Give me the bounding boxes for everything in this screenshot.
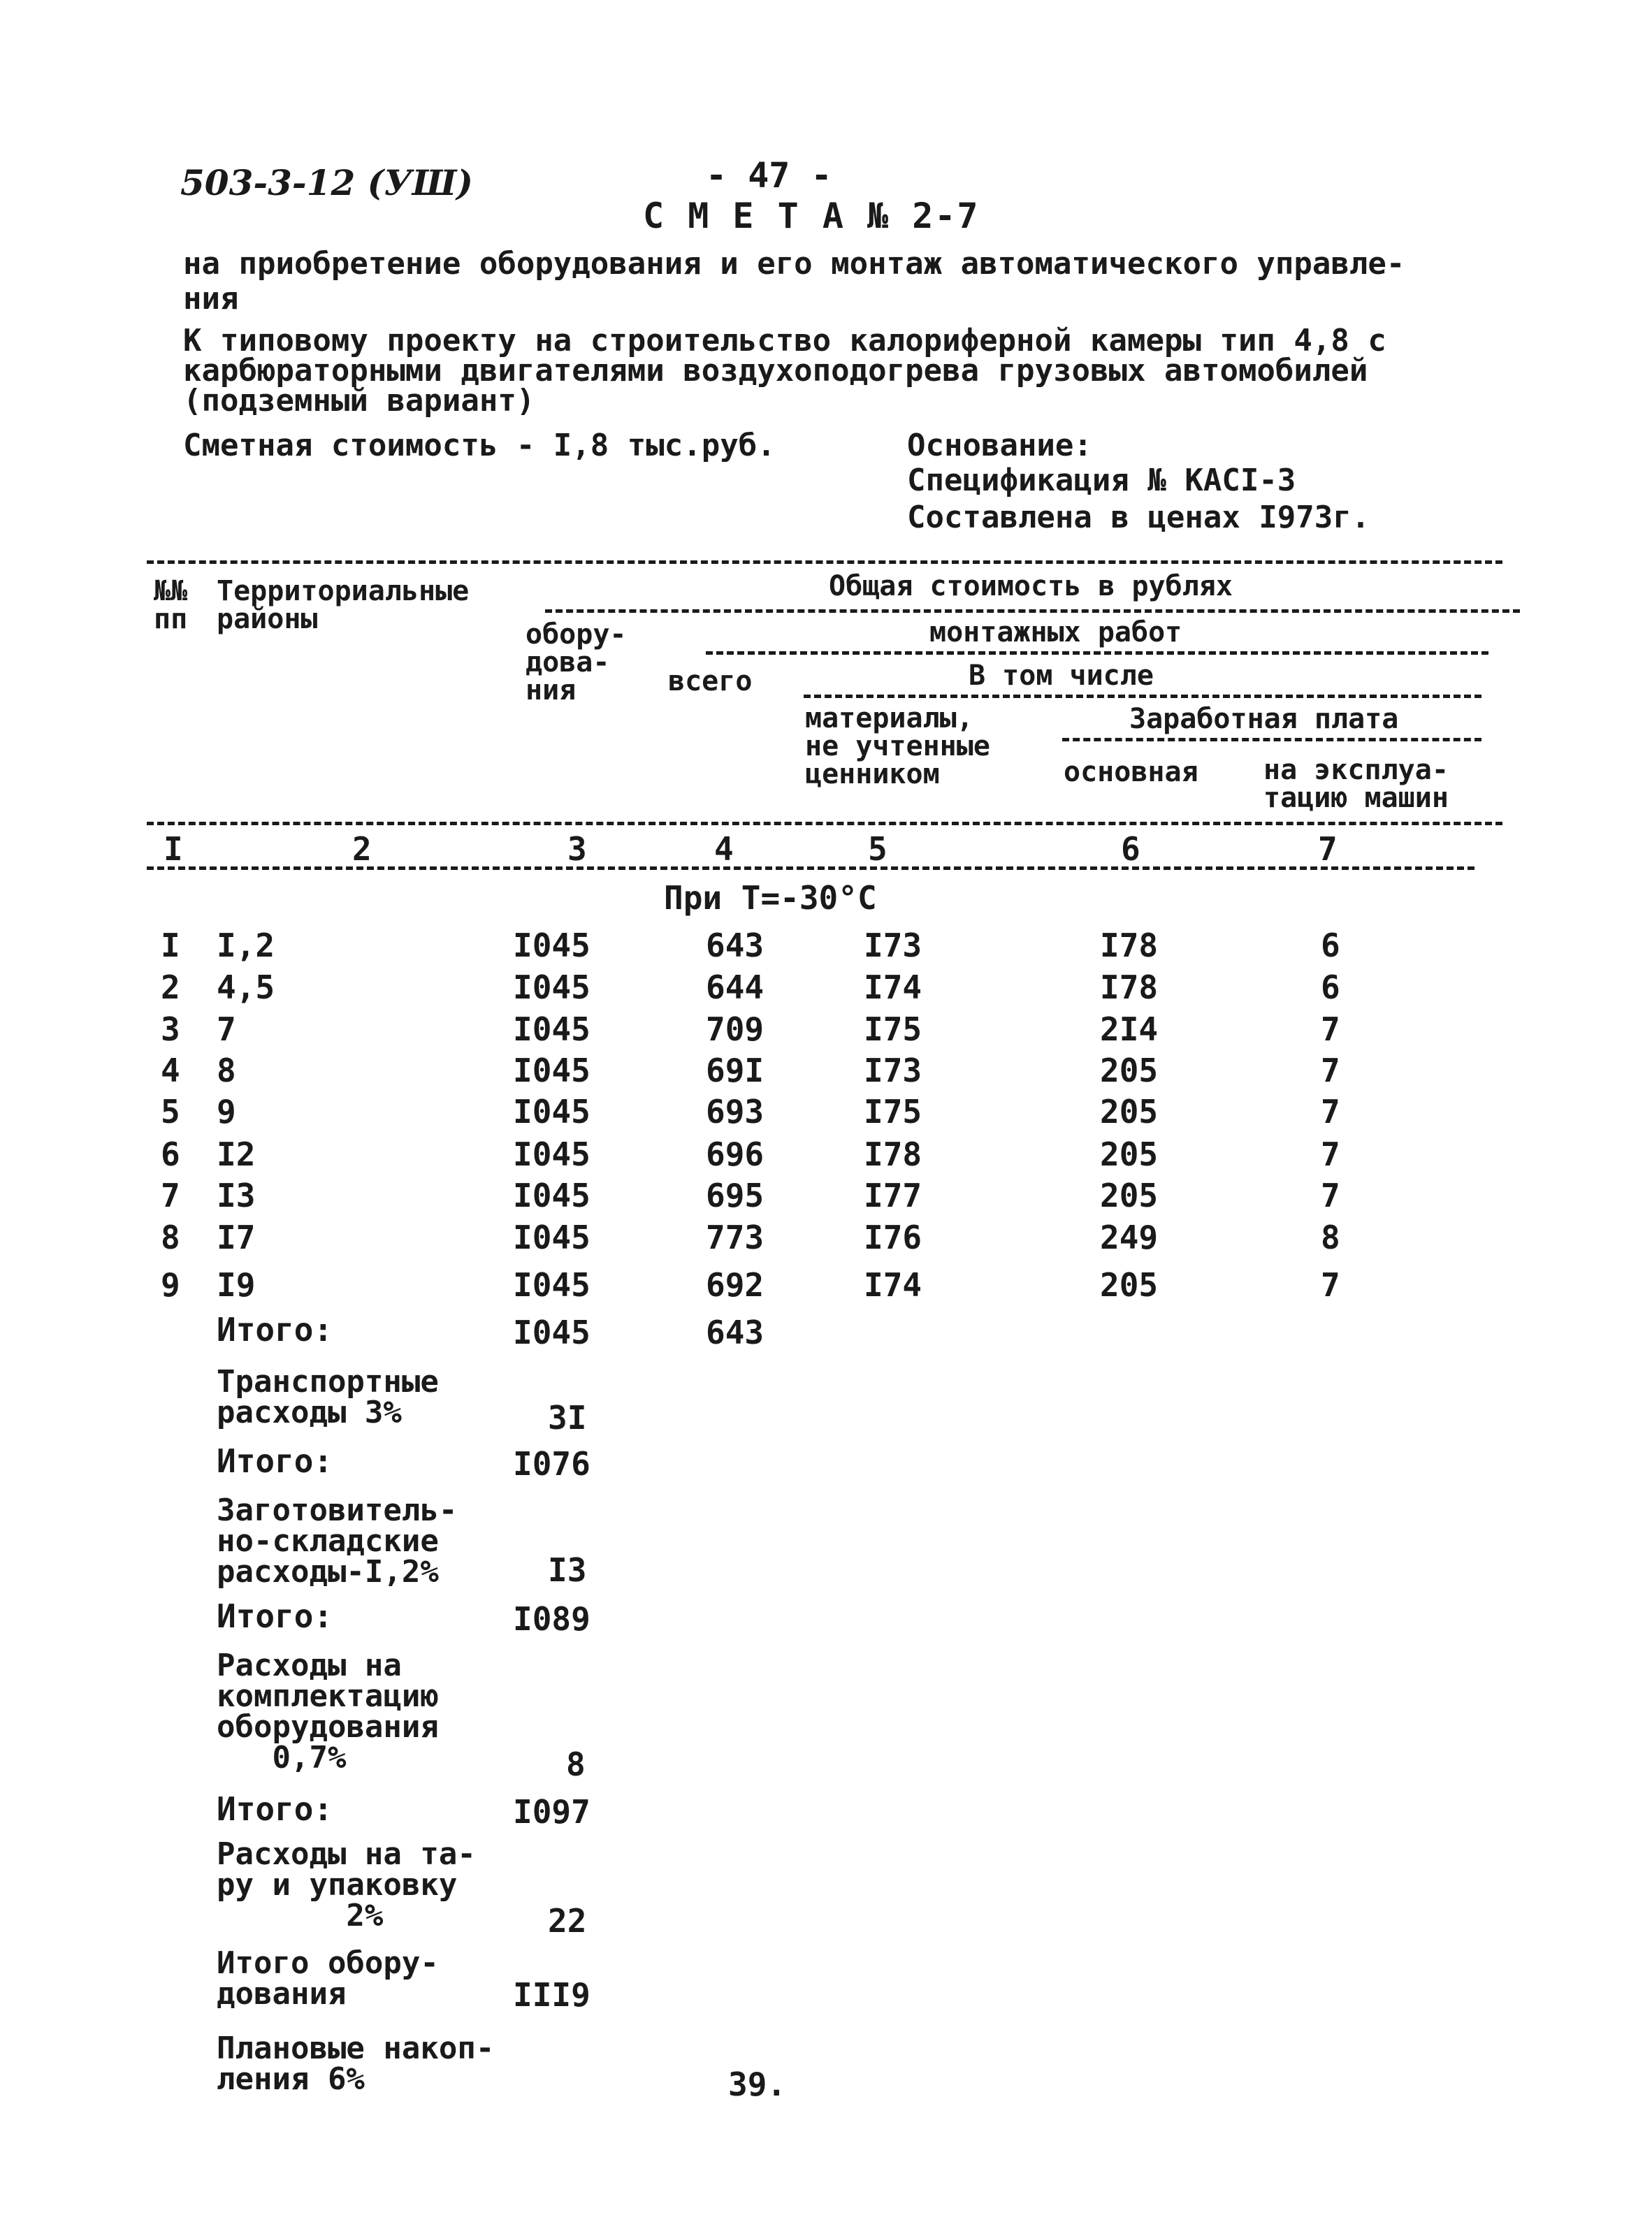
- header-materials: материалы, не учтенные ценником: [805, 702, 990, 790]
- row-materials: I75: [864, 1093, 922, 1131]
- summary-equipment: 8: [566, 1745, 586, 1783]
- header-machines: на эксплуа- тацию машин: [1263, 754, 1449, 814]
- summary-equipment: 22: [548, 1902, 587, 1940]
- row-basic: 205: [1100, 1135, 1159, 1173]
- row-total: 773: [706, 1219, 765, 1256]
- row-basic: 205: [1100, 1266, 1159, 1304]
- page-number: - 47 -: [706, 155, 832, 196]
- column-number-3: 3: [567, 830, 587, 868]
- row-basic: I78: [1100, 968, 1159, 1006]
- basis-label: Основание:: [907, 428, 1092, 463]
- summary-total: 39.: [728, 2065, 787, 2103]
- summary-equipment: III9: [513, 1976, 590, 2014]
- subject-line-2: ния: [183, 281, 239, 317]
- summary-equipment: I076: [513, 1445, 590, 1483]
- row-total: 709: [706, 1010, 765, 1048]
- row-machines: 7: [1321, 1266, 1340, 1304]
- summary-label: Итого обору- дования: [217, 1945, 439, 2012]
- row-region: I7: [217, 1219, 256, 1256]
- basis-specification: Спецификация № КАСI-3: [907, 463, 1296, 498]
- row-total: 643: [706, 927, 765, 964]
- row-materials: I76: [864, 1219, 922, 1256]
- section-title: При Т=-30°С: [664, 879, 877, 917]
- header-equipment: обору- дова- ния: [526, 618, 627, 706]
- summary-equipment: I089: [513, 1600, 590, 1638]
- row-machines: 8: [1321, 1219, 1340, 1256]
- header-col-regions: Территориальные районы: [217, 575, 470, 635]
- row-machines: 6: [1321, 968, 1340, 1006]
- header-installation: монтажных работ: [929, 616, 1182, 648]
- row-number: 2: [161, 968, 180, 1006]
- subject-line-1: на приобретение оборудования и его монтаж автоматического управле-: [183, 246, 1405, 282]
- row-number: 7: [161, 1177, 180, 1214]
- column-number-2: 2: [352, 830, 372, 868]
- row-number: 9: [161, 1266, 180, 1304]
- row-total: 692: [706, 1266, 765, 1304]
- row-basic: I78: [1100, 927, 1159, 964]
- summary-equipment: 3I: [548, 1399, 587, 1437]
- header-bottom-rule: [147, 822, 1502, 825]
- row-basic: 205: [1100, 1177, 1159, 1214]
- summary-label: Итого:: [217, 1442, 333, 1480]
- row-machines: 7: [1321, 1093, 1340, 1131]
- row-equipment: I045: [513, 1266, 590, 1304]
- column-number-1: I: [164, 830, 183, 868]
- header-including: В том числе: [969, 660, 1154, 692]
- row-machines: 7: [1321, 1052, 1340, 1089]
- row-materials: I74: [864, 1266, 922, 1304]
- row-region: I9: [217, 1266, 256, 1304]
- summary-label: Транспортные расходы 3%: [217, 1364, 439, 1430]
- column-number-7: 7: [1318, 830, 1338, 868]
- row-region: I,2: [217, 927, 275, 964]
- summary-label: Итого:: [217, 1597, 333, 1635]
- row-total: 696: [706, 1135, 765, 1173]
- summary-label: Заготовитель- но-складские расходы-I,2%: [217, 1493, 458, 1590]
- row-basic: 2I4: [1100, 1010, 1159, 1048]
- row-region: 8: [217, 1052, 236, 1089]
- table-top-rule: [147, 560, 1502, 564]
- document-code: 503-3-12 (УШ): [180, 162, 473, 203]
- row-equipment: I045: [513, 927, 590, 964]
- column-numbers-rule: [147, 866, 1475, 870]
- basis-prices: Составлена в ценах I973г.: [907, 500, 1370, 535]
- row-region: I2: [217, 1135, 256, 1173]
- row-total: 695: [706, 1177, 765, 1214]
- header-rule-1: [545, 609, 1520, 613]
- row-number: 6: [161, 1135, 180, 1173]
- row-number: 8: [161, 1219, 180, 1256]
- row-region: 9: [217, 1093, 236, 1131]
- summary-label: Расходы на та- ру и упаковку 2%: [217, 1836, 476, 1933]
- row-equipment: I045: [513, 968, 590, 1006]
- project-line-3: (подземный вариант): [183, 383, 535, 419]
- project-line-1: К типовому проекту на строительство калориферной камеры тип 4,8 с: [183, 323, 1386, 358]
- row-region: I3: [217, 1177, 256, 1214]
- document-title: С М Е Т А № 2-7: [643, 196, 980, 236]
- row-materials: I73: [864, 927, 922, 964]
- column-number-5: 5: [868, 830, 887, 868]
- row-machines: 7: [1321, 1177, 1340, 1214]
- row-materials: I73: [864, 1052, 922, 1089]
- header-rule-4: [1062, 738, 1481, 741]
- row-materials: I75: [864, 1010, 922, 1048]
- row-number: 3: [161, 1010, 180, 1048]
- summary-equipment: I3: [548, 1551, 587, 1589]
- header-rule-2: [706, 651, 1488, 655]
- row-materials: I78: [864, 1135, 922, 1173]
- row-number: 4: [161, 1052, 180, 1089]
- summary-label: Расходы на комплектацию оборудования 0,7%: [217, 1648, 439, 1776]
- row-region: 7: [217, 1010, 236, 1048]
- row-materials: I74: [864, 968, 922, 1006]
- row-machines: 7: [1321, 1010, 1340, 1048]
- summary-label: Плановые накоп- ления 6%: [217, 2031, 495, 2097]
- row-total: 644: [706, 968, 765, 1006]
- row-region: 4,5: [217, 968, 275, 1006]
- header-total-cost: Общая стоимость в рублях: [829, 570, 1233, 602]
- row-equipment: I045: [513, 1219, 590, 1256]
- row-equipment: I045: [513, 1052, 590, 1089]
- header-basic: основная: [1064, 756, 1198, 788]
- row-number: I: [161, 927, 180, 964]
- summary-label: Итого:: [217, 1790, 333, 1828]
- row-equipment: I045: [513, 1010, 590, 1048]
- row-total: 69I: [706, 1052, 765, 1089]
- project-line-2: карбюраторными двигателями воздухоподогрева грузовых автомобилей: [183, 353, 1368, 389]
- summary-equipment: I097: [513, 1793, 590, 1831]
- header-col-number: №№ пп: [154, 575, 188, 635]
- row-materials: I77: [864, 1177, 922, 1214]
- summary-total: 643: [706, 1314, 765, 1351]
- header-salary: Заработная плата: [1129, 703, 1399, 735]
- row-equipment: I045: [513, 1177, 590, 1214]
- row-basic: 205: [1100, 1052, 1159, 1089]
- row-total: 693: [706, 1093, 765, 1131]
- header-rule-3: [804, 695, 1481, 698]
- row-equipment: I045: [513, 1135, 590, 1173]
- column-number-4: 4: [714, 830, 734, 868]
- row-basic: 205: [1100, 1093, 1159, 1131]
- estimated-cost: Сметная стоимость - I,8 тыс.руб.: [183, 428, 776, 463]
- header-total: всего: [668, 665, 753, 697]
- row-machines: 6: [1321, 927, 1340, 964]
- row-basic: 249: [1100, 1219, 1159, 1256]
- summary-label: Итого:: [217, 1311, 333, 1349]
- row-equipment: I045: [513, 1093, 590, 1131]
- summary-equipment: I045: [513, 1314, 590, 1351]
- row-number: 5: [161, 1093, 180, 1131]
- column-number-6: 6: [1121, 830, 1140, 868]
- row-machines: 7: [1321, 1135, 1340, 1173]
